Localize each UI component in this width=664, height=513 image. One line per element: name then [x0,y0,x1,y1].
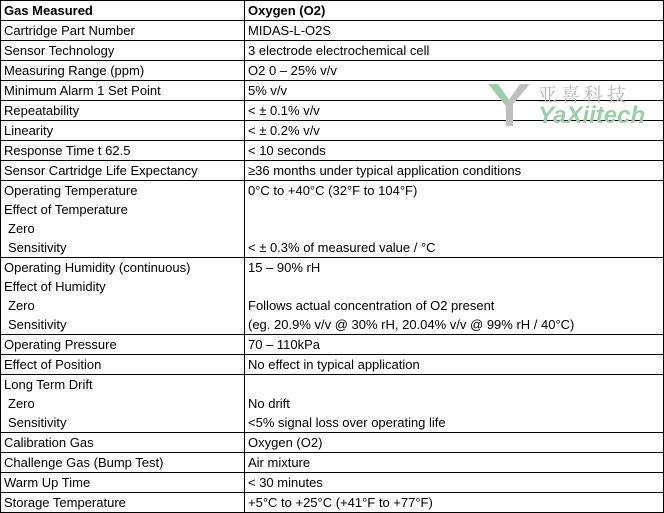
param-line: Effect of Position [4,357,102,372]
table-row [1,433,664,453]
param-line: Operating Pressure [4,337,117,352]
table-row [1,41,664,61]
param-line: Long Term Drift [4,377,93,392]
param-line: Zero [8,298,35,313]
param-line: Cartridge Part Number [4,23,135,38]
param-cell [1,453,245,473]
value-line [248,375,663,394]
table-row [1,141,664,161]
value-line: Air mixture [248,455,311,470]
value-cell [245,61,664,81]
table-header-row [1,1,664,21]
watermark-cn-text: 亚喜科技 [538,85,631,106]
table-row [1,355,664,375]
value-cell [245,258,664,335]
param-cell [1,81,245,101]
value-cell [245,453,664,473]
value-line: 3 electrode electrochemical cell [248,43,430,58]
param-cell [1,121,245,141]
value-line: 5% v/v [248,83,288,98]
value-cell [245,41,664,61]
value-line: No effect in typical application [248,357,420,372]
param-line: Repeatability [4,103,80,118]
table-row [1,21,664,41]
param-cell [1,433,245,453]
value-cell [245,161,664,181]
value-line: 0°C to +40°C (32°F to 104°F) [248,183,418,198]
param-cell [1,141,245,161]
param-line: Operating Humidity (continuous) [4,260,191,275]
value-line: < ± 0.2% v/v [248,123,320,138]
value-cell [245,355,664,375]
value-line: MIDAS-L-O2S [248,23,332,38]
value-line: Oxygen (O2) [248,435,323,450]
param-cell [1,355,245,375]
param-line: Sensitivity [8,240,67,255]
param-line: Operating Temperature [4,183,138,198]
param-line: Sensor Technology [4,43,115,58]
param-line: Response Time t 62.5 [4,143,131,158]
param-line: Effect of Humidity [4,279,106,294]
value-cell [245,21,664,41]
value-cell [245,433,664,453]
param-line: Zero [8,221,35,236]
value-line: < 10 seconds [248,143,326,158]
y-logo-icon [486,82,532,128]
value-line: <5% signal loss over operating life [248,415,446,430]
param-line: Sensitivity [8,317,67,332]
value-cell [245,375,664,433]
header-param: Gas Measured [1,1,245,21]
header-value: Oxygen (O2) [245,1,664,21]
param-line: Sensor Cartridge Life Expectancy [4,163,198,178]
param-line: Measuring Range (ppm) [4,63,145,78]
param-line: Challenge Gas (Bump Test) [4,455,164,470]
value-line: (eg. 20.9% v/v @ 30% rH, 20.04% v/v @ 99% rH / 40°C) [248,317,575,332]
value-cell [245,335,664,355]
param-cell [1,41,245,61]
value-line [248,277,663,296]
param-cell [1,258,245,335]
value-cell [245,181,664,258]
table-row [1,375,664,433]
value-line: No drift [248,396,290,411]
param-cell [1,61,245,81]
table-row [1,335,664,355]
param-line: Linearity [4,123,54,138]
value-line: ≥36 months under typical application conditions [248,163,522,178]
param-line: Zero [8,396,35,411]
value-line: 15 – 90% rH [248,260,321,275]
param-line: Minimum Alarm 1 Set Point [4,83,161,98]
param-cell [1,375,245,433]
value-line: < ± 0.1% v/v [248,103,320,118]
param-line: Effect of Temperature [4,202,128,217]
param-cell [1,101,245,121]
watermark-en-text: YaXiitech [538,102,646,129]
param-cell [1,181,245,258]
param-cell [1,335,245,355]
table-row [1,61,664,81]
param-line: Warm Up Time [4,475,91,490]
value-line [248,219,663,238]
table-row [1,473,664,493]
value-line: < ± 0.3% of measured value / °C [248,240,436,255]
param-cell [1,473,245,493]
value-line [248,200,663,219]
table-row [1,258,664,335]
param-line: Storage Temperature [4,495,126,510]
value-line: O2 0 – 25% v/v [248,63,337,78]
param-line: Sensitivity [8,415,67,430]
value-cell [245,141,664,161]
table-row [1,453,664,473]
value-line: 70 – 110kPa [248,337,321,352]
value-line: Follows actual concentration of O2 present [248,298,495,313]
param-line: Calibration Gas [4,435,94,450]
value-line: < 30 minutes [248,475,323,490]
param-cell [1,21,245,41]
param-cell [1,161,245,181]
table-row [1,181,664,258]
table-row [1,161,664,181]
value-cell [245,473,664,493]
watermark-logo [486,80,662,132]
value-line: +5°C to +25°C (+41°F to +77°F) [248,495,433,510]
